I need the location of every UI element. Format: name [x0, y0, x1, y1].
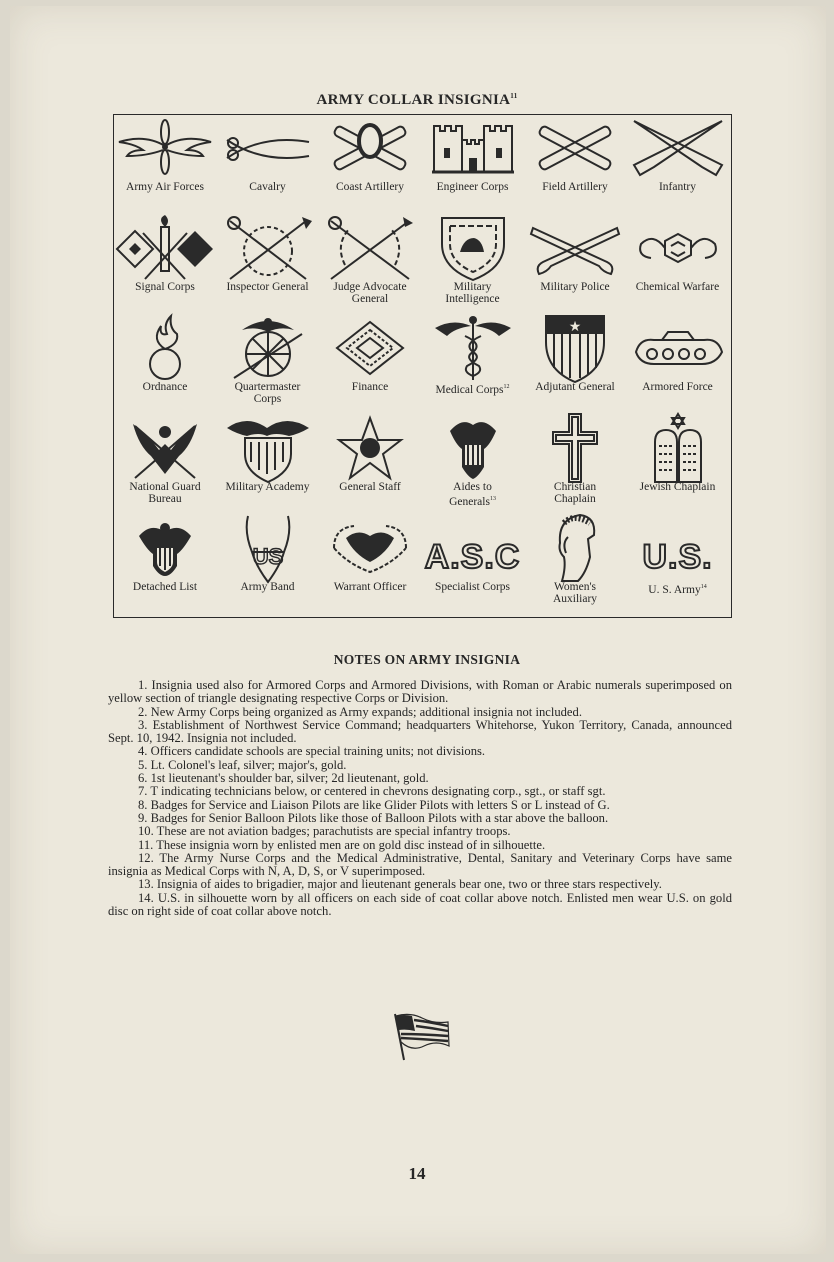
insignia-label-text: Cavalry: [249, 181, 286, 193]
insignia-label: [225, 481, 311, 493]
insignia-label-text: Finance: [351, 381, 389, 393]
insignia-item: [627, 115, 729, 215]
insignia-item: [217, 515, 319, 615]
insignia-item: [627, 315, 729, 415]
insignia-label-text: Specialist Corps: [434, 581, 511, 593]
insignia-item: [217, 115, 319, 215]
insignia-label: [225, 281, 311, 293]
notes-title: NOTES ON ARMY INSIGNIA: [333, 652, 521, 667]
insignia-item: [524, 515, 626, 615]
crossed-cannons-oval-icon: [319, 117, 421, 179]
us-letters-icon: [627, 517, 729, 579]
eagle-wreath-icon: [319, 517, 421, 579]
insignia-item: [524, 415, 626, 515]
star-eagle-icon: [319, 417, 421, 479]
note-item: 8. Badges for Service and Liaison Pilots are like Glider Pilots with letters S or L instead of G.: [138, 797, 610, 812]
insignia-item: [422, 515, 524, 615]
insignia-label: [430, 481, 516, 508]
insignia-item: [114, 415, 216, 515]
insignia-label-text: Army Air Forces: [126, 181, 204, 193]
insignia-item: [524, 315, 626, 415]
insignia-label: [430, 581, 516, 593]
insignia-label: [225, 581, 311, 593]
insignia-label-text: Inspector General: [226, 281, 309, 293]
insignia-label-text: Judge Advocate General: [333, 281, 407, 305]
insignia-item: [524, 215, 626, 315]
insignia-grid: [113, 114, 732, 618]
insignia-label: [225, 381, 311, 405]
insignia-item: [319, 315, 421, 415]
sphinx-shield-icon: [422, 217, 524, 279]
note-item: 10. These are not aviation badges; parachutists are special infantry troops.: [138, 824, 511, 839]
pen-sword-wreath-icon: [319, 217, 421, 279]
insignia-item: [627, 415, 729, 515]
insignia-label-text: Jewish Chaplain: [639, 481, 716, 493]
insignia-item: [422, 315, 524, 415]
eagle-shield-icon: [422, 417, 524, 479]
insignia-label: [635, 381, 721, 393]
insignia-label: [621, 181, 735, 193]
insignia-label-text: Detached List: [132, 581, 198, 593]
insignia-label-text: Medical Corps: [435, 383, 504, 396]
insignia-label: [122, 281, 208, 293]
insignia-label-text: Military Intelligence: [445, 281, 500, 305]
insignia-item: [422, 215, 524, 315]
note-item: 2. New Army Corps being organized as Army expands; additional insignia not included.: [138, 704, 582, 719]
insignia-item: [627, 215, 729, 315]
crossed-rifles-icon: [627, 117, 729, 179]
insignia-item: [114, 315, 216, 415]
notes-list: [108, 679, 732, 918]
athena-head-icon: [524, 517, 626, 579]
insignia-label-text: Military Academy: [225, 481, 310, 493]
american-flag-icon: [392, 1012, 450, 1067]
note-item: 7. T indicating technicians below, or centered in chevrons designating corp., sgt., or staff sgt.: [138, 784, 606, 799]
note-item: 14. U.S. in silhouette worn by all officers on each side of coat collar above notch. Enlisted men wear U.S. on gold disc on right side of coat collar above notch.: [108, 890, 732, 919]
crossed-sabers-icon: [217, 117, 319, 179]
insignia-item: [319, 215, 421, 315]
note-item: 9. Badges for Senior Balloon Pilots like those of Balloon Pilots with a star above the balloon.: [138, 810, 609, 825]
insignia-item: [319, 115, 421, 215]
asc-letters-icon: [422, 517, 524, 579]
eagle-crossed-icon: [114, 417, 216, 479]
insignia-label-text: General Staff: [339, 481, 401, 493]
svg-text:US: US: [252, 544, 283, 569]
insignia-item: [422, 415, 524, 515]
eagle-seal-icon: [114, 517, 216, 579]
insignia-label: [327, 281, 413, 305]
note-item: 11. These insignia worn by enlisted men are on gold disc instead of in silhouette.: [138, 837, 546, 852]
insignia-label: [635, 281, 721, 293]
tank-icon: [627, 317, 729, 379]
insignia-label-text: Coast Artillery: [335, 181, 405, 193]
crossed-cannons-icon: [524, 117, 626, 179]
insignia-label: [122, 181, 208, 193]
insignia-item: [114, 115, 216, 215]
tablets-star-icon: [627, 417, 729, 479]
insignia-label: [108, 381, 222, 393]
insignia-label: [327, 481, 413, 493]
insignia-label: [327, 581, 413, 593]
insignia-label: [532, 181, 618, 193]
insignia-label-text: Armored Force: [642, 381, 713, 393]
caduceus-icon: [422, 317, 524, 379]
note-item: 1. Insignia used also for Armored Corps and Armored Divisions, with Roman or Arabic numerals superimposed on yellow section of triangle designating respective Corps or Division.: [108, 678, 732, 706]
insignia-label: [430, 281, 516, 305]
insignia-item: [319, 515, 421, 615]
insignia-item: [217, 215, 319, 315]
insignia-label: [313, 381, 427, 393]
insignia-label: [532, 281, 618, 293]
insignia-label: [327, 181, 413, 193]
insignia-item: [217, 315, 319, 415]
insignia-label-text: Christian Chaplain: [553, 481, 597, 505]
note-item: 13. Insignia of aides to brigadier, major and lieutenant generals bear one, two or three stars respectively.: [138, 877, 662, 892]
insignia-label-text: Military Police: [540, 281, 610, 293]
insignia-glyph-text: A.S.C: [424, 537, 521, 576]
signal-flags-torch-icon: [114, 217, 216, 279]
lyre-us-icon: [217, 517, 319, 579]
castle-icon: [422, 117, 524, 179]
insignia-label: [532, 581, 618, 605]
note-item: 5. Lt. Colonel's leaf, silver; major's, gold.: [138, 757, 347, 772]
insignia-label: [430, 381, 516, 396]
insignia-label-text: Army Band: [240, 581, 295, 593]
note-item: 12. The Army Nurse Corps and the Medical Administrative, Dental, Sanitary and Veterinary Corps have same insignia as Medical Corps with N, A, D, S, or V superimposed.: [108, 850, 732, 879]
note-item: 4. Officers candidate schools are special training units; not divisions.: [138, 744, 486, 759]
insignia-label-text: Chemical Warfare: [635, 281, 720, 293]
eagle-wheel-key-icon: [217, 317, 319, 379]
insignia-label-text: Engineer Corps: [436, 181, 509, 193]
insignia-item: [524, 115, 626, 215]
insignia-label-text: Infantry: [658, 181, 697, 193]
insignia-label: [211, 181, 325, 193]
insignia-label: [621, 581, 735, 596]
flaming-bomb-icon: [114, 317, 216, 379]
sword-fasces-wreath-icon: [217, 217, 319, 279]
insignia-label-text: Quartermaster Corps: [234, 381, 301, 405]
cross-icon: [524, 417, 626, 479]
insignia-label: [122, 581, 208, 593]
footnote-ref: 13: [489, 496, 496, 502]
insignia-label: [122, 481, 208, 505]
insignia-label: [430, 181, 516, 193]
insignia-label-text: National Guard Bureau: [129, 481, 201, 505]
insignia-label: [635, 481, 721, 493]
page-title: ARMY COLLAR INSIGNIA$^{11}$: [316, 92, 518, 108]
insignia-item: [422, 115, 524, 215]
insignia-item: [319, 415, 421, 515]
eagle-shield-helmet-icon: [217, 417, 319, 479]
note-item: 3. Establishment of Northwest Service Command; headquarters Whitehorse, Yukon Territory, Canada, announced Sept. 10, 1942. Insignia not included.: [108, 717, 732, 746]
insignia-label-text: Adjutant General: [535, 381, 615, 393]
insignia-item: [114, 515, 216, 615]
svg-text:★: ★: [568, 320, 582, 335]
insignia-label: [532, 381, 618, 393]
insignia-label-text: Women's Auxiliary: [552, 581, 598, 605]
insignia-glyph-text: U.S.: [642, 537, 713, 576]
crossed-pistols-icon: [524, 217, 626, 279]
insignia-label: [532, 481, 618, 505]
insignia-item: [627, 515, 729, 615]
star-shield-icon: [524, 317, 626, 379]
note-item: 6. 1st lieutenant's shoulder bar, silver; 2d lieutenant, gold.: [138, 771, 429, 786]
insignia-label-text: U. S. Army: [648, 583, 701, 596]
insignia-label-text: Aides to Generals: [449, 481, 492, 508]
diamond-icon: [319, 317, 421, 379]
benzene-retorts-icon: [627, 217, 729, 279]
insignia-label-text: Warrant Officer: [333, 581, 407, 593]
propeller-wings-icon: [114, 117, 216, 179]
insignia-item: [114, 215, 216, 315]
footnote-ref: 12: [503, 384, 510, 390]
insignia-label-text: Ordnance: [142, 381, 188, 393]
insignia-label-text: Field Artillery: [542, 181, 608, 193]
footnote-ref: 14: [700, 584, 707, 590]
page-number: 14: [408, 1164, 426, 1183]
insignia-label-text: Signal Corps: [135, 281, 195, 293]
insignia-item: [217, 415, 319, 515]
